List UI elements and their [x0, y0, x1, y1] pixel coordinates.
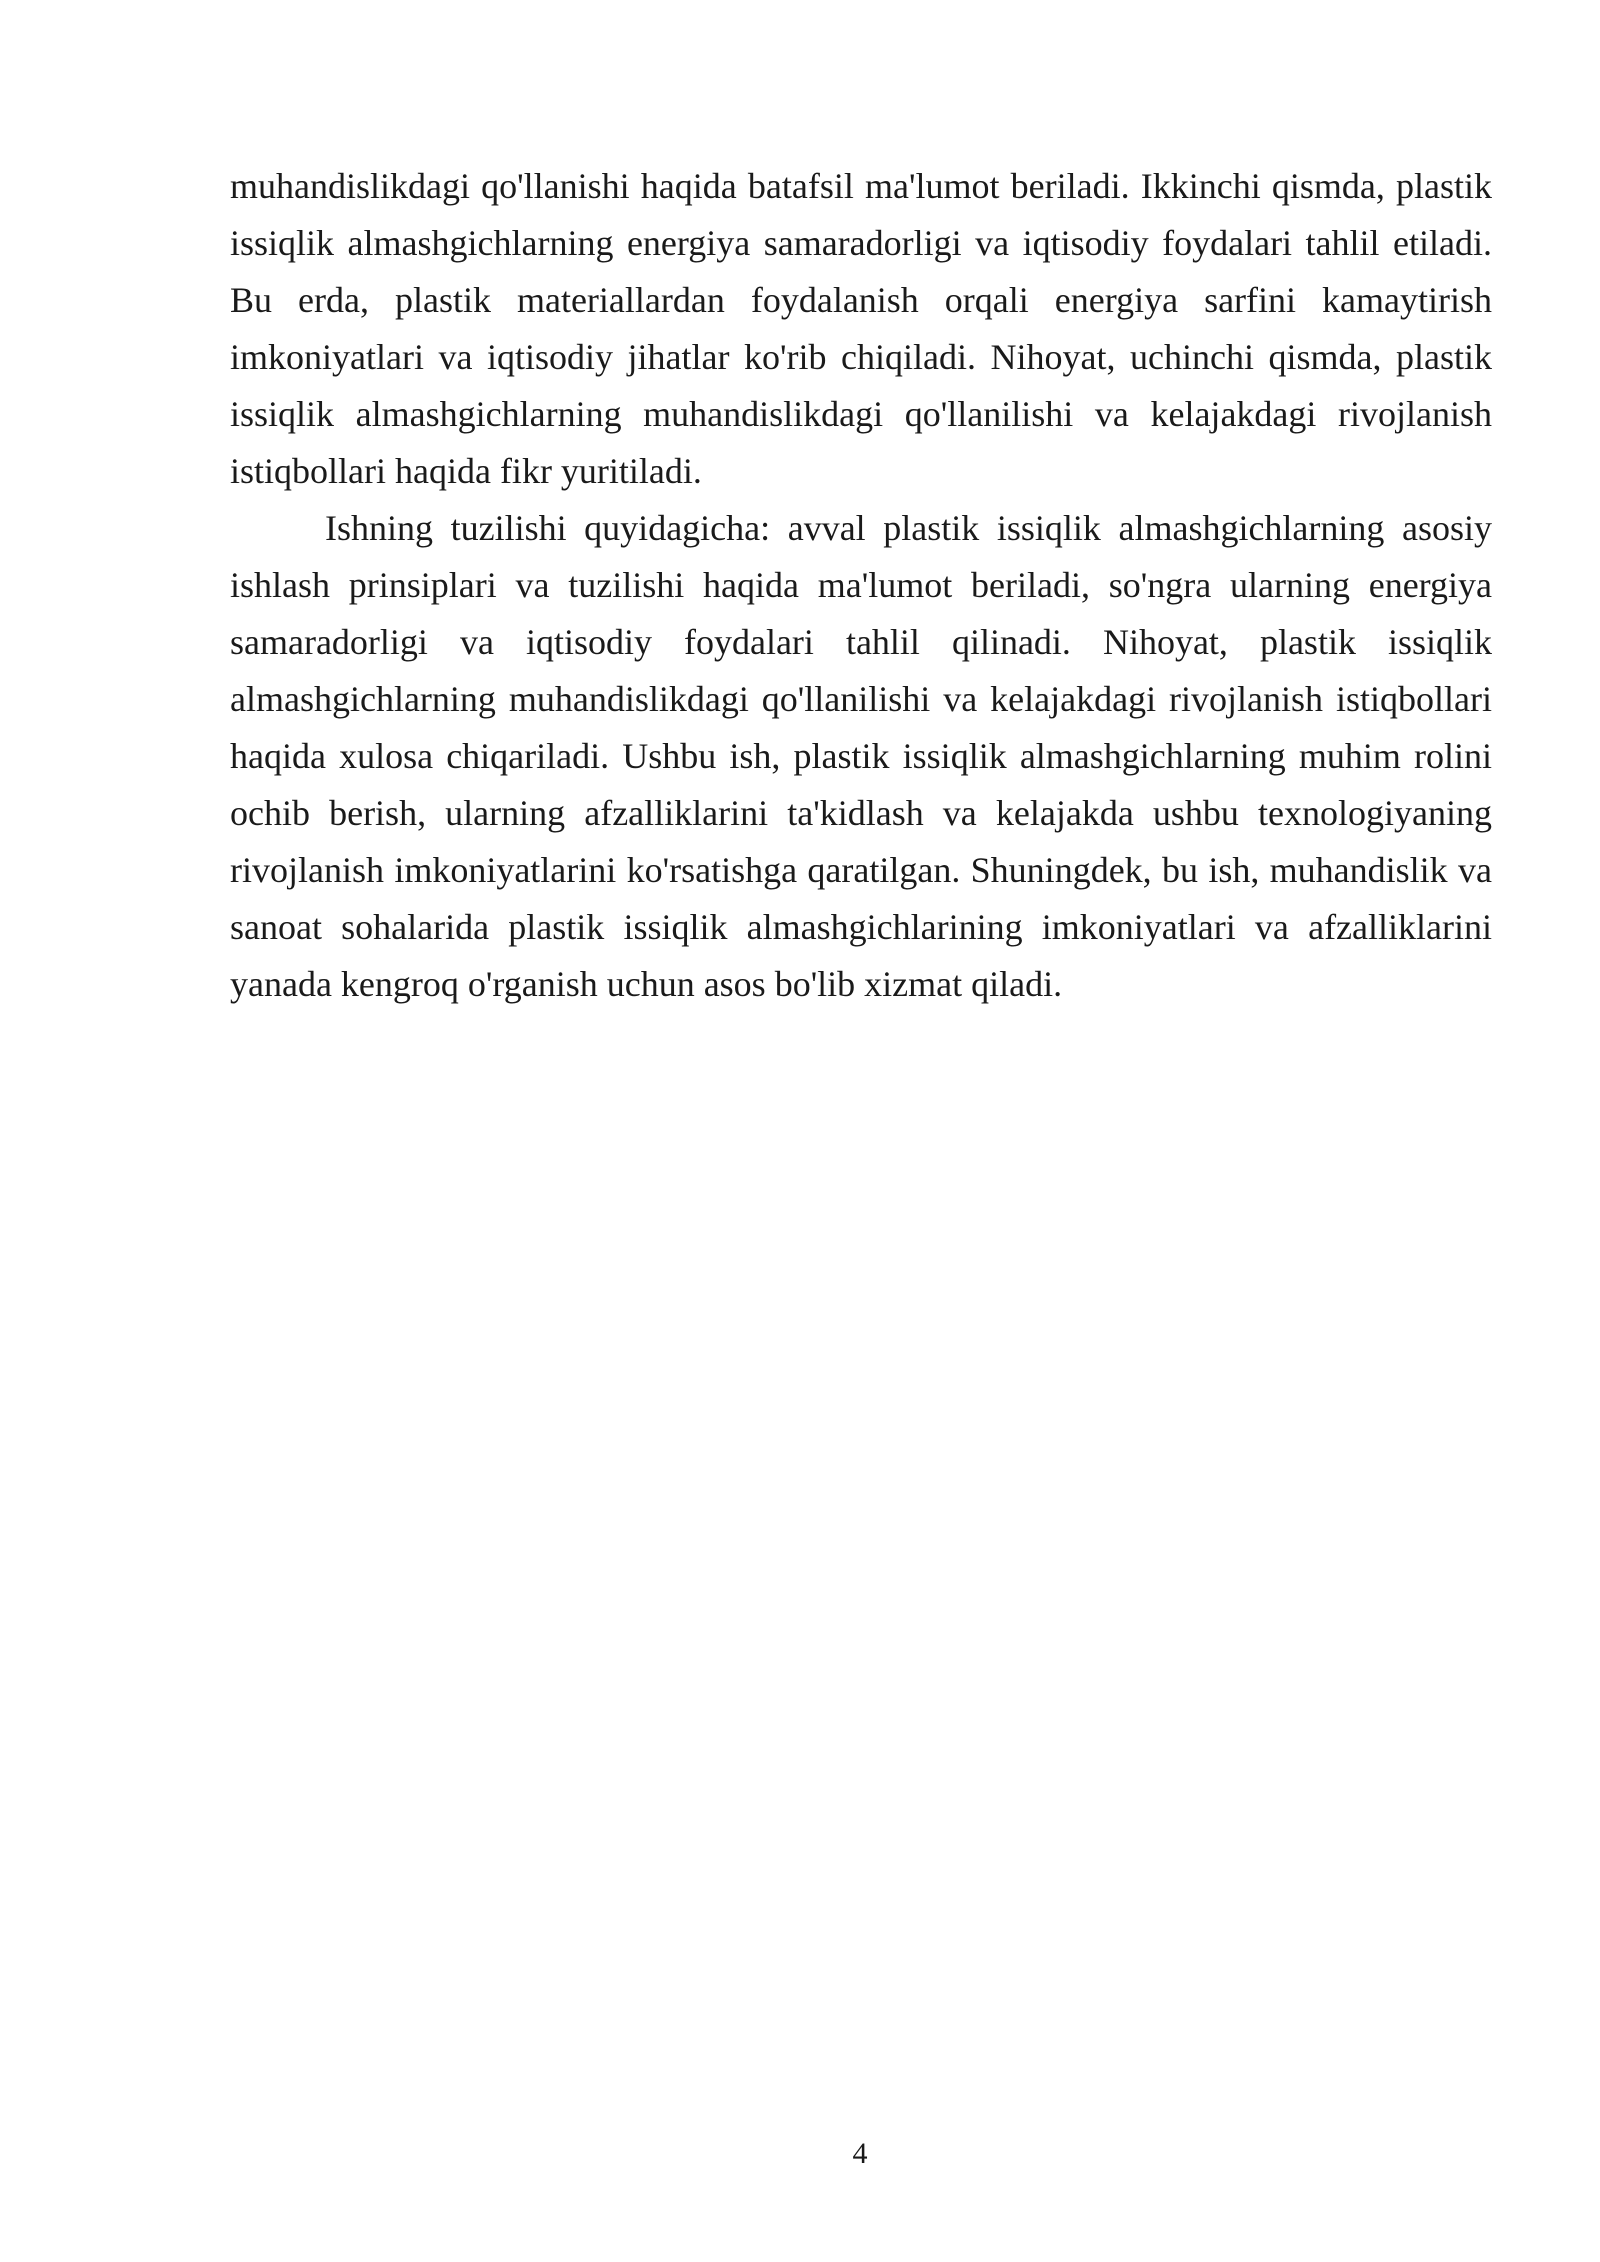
paragraph-continuation: muhandislikdagi qo'llanishi haqida batafsil ma'lumot beriladi. Ikkinchi qismda, plastik issiqlik almashgichlarning energiya samaradorligi va iqtisodiy foydalari tahlil etiladi. Bu erda, plastik materiallardan foydalanish orqali energiya sarfini kamaytirish imkoniyatlari va iqtisodiy jihatlar ko'rib chiqiladi. Nihoyat, uchinchi qismda, plastik issiqlik almashgichlarning muhandislikdagi qo'llanilishi va kelajakdagi rivojlanish istiqbollari haqida fikr yuritiladi. — [230, 166, 1492, 491]
page-number: 4 — [852, 2137, 868, 2170]
paragraph-structure: Ishning tuzilishi quyidagicha: avval plastik issiqlik almashgichlarning asosiy ishlash prinsiplari va tuzilishi haqida ma'lumot beriladi, so'ngra ularning energiya samaradorligi va iqtisodiy foydalari tahlil qilinadi. Nihoyat, plastik issiqlik almashgichlarning muhandislikdagi qo'llanilishi va kelajakdagi rivojlanish istiqbollari haqida xulosa chiqariladi. Ushbu ish, plastik issiqlik almashgichlarning muhim rolini ochib berish, ularning afzalliklarini ta'kidlash va kelajakda ushbu texnologiyaning rivojlanish imkoniyatlarini ko'rsatishga qaratilgan. Shuningdek, bu ish, muhandislik va sanoat sohalarida plastik issiqlik almashgichlarining imkoniyatlari va afzalliklarini yanada kengroq o'rganish uchun asos bo'lib xizmat qiladi. — [230, 508, 1492, 1004]
body-text — [230, 158, 1492, 1013]
